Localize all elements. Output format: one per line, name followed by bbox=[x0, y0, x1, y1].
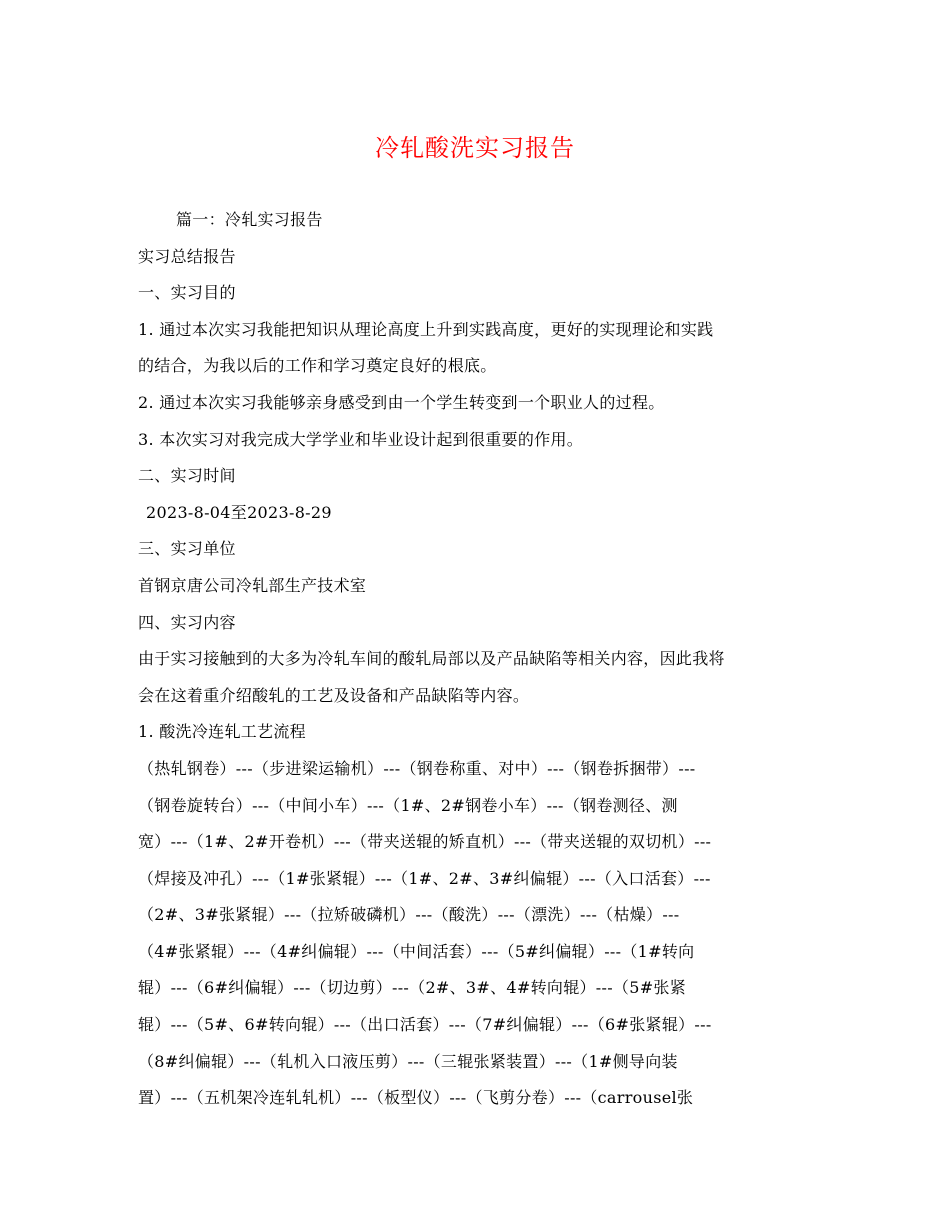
section-heading: 三、实习单位 bbox=[138, 539, 236, 559]
date-range: 2023-8-04至2023-8-29 bbox=[146, 502, 332, 522]
paragraph-line: 3. 本次实习对我完成大学学业和毕业设计起到很重要的作用。 bbox=[138, 429, 584, 449]
process-flow-line: （2#、3#张紧辊）---（拉矫破磷机）---（酸洗）---（漂洗）---（枯燥）--- bbox=[138, 905, 680, 925]
section-heading: 二、实习时间 bbox=[138, 466, 236, 486]
process-flow-line: （热轧钢卷）---（步进梁运输机）---（钢卷称重、对中）---（钢卷拆捆带）--- bbox=[138, 758, 696, 778]
section-heading: 篇一：冷轧实习报告 bbox=[176, 210, 323, 229]
process-flow-line: 辊）---（6#纠偏辊）---（切边剪）---（2#、3#、4#转向辊）---（5#张紧 bbox=[138, 978, 687, 998]
subsection-heading: 1. 酸洗冷连轧工艺流程 bbox=[138, 722, 306, 742]
document-title: 冷轧酸洗实习报告 bbox=[375, 134, 575, 162]
process-flow-line: 置）---（五机架冷连轧轧机）---（板型仪）---（飞剪分卷）---（carrousel张 bbox=[138, 1088, 694, 1108]
paragraph-line: 2. 通过本次实习我能够亲身感受到由一个学生转变到一个职业人的过程。 bbox=[138, 392, 665, 412]
section-heading: 四、实习内容 bbox=[138, 612, 236, 632]
paragraph-line: 首钢京唐公司冷轧部生产技术室 bbox=[138, 575, 367, 595]
paragraph-line: 会在这着重介绍酸轧的工艺及设备和产品缺陷等内容。 bbox=[138, 685, 530, 705]
paragraph-line: 由于实习接触到的大多为冷轧车间的酸轧局部以及产品缺陷等相关内容，因此我将 bbox=[138, 649, 725, 669]
process-flow-line: 辊）---（5#、6#转向辊）---（出口活套）---（7#纠偏辊）---（6#张紧辊）--- bbox=[138, 1015, 712, 1035]
section-heading: 一、实习目的 bbox=[138, 283, 236, 303]
process-flow-line: （焊接及冲孔）---（1#张紧辊）---（1#、2#、3#纠偏辊）---（入口活套）--- bbox=[138, 868, 711, 888]
process-flow-line: （8#纠偏辊）---（轧机入口液压剪）---（三辊张紧装置）---（1#侧导向装 bbox=[138, 1051, 678, 1071]
paragraph-line: 1. 通过本次实习我能把知识从理论高度上升到实践高度，更好的实现理论和实践 bbox=[138, 319, 714, 339]
paragraph-line: 的结合，为我以后的工作和学习奠定良好的根底。 bbox=[138, 356, 497, 376]
process-flow-line: （钢卷旋转台）---（中间小车）---（1#、2#钢卷小车）---（钢卷测径、测 bbox=[138, 795, 678, 815]
process-flow-line: （4#张紧辊）---（4#纠偏辊）---（中间活套）---（5#纠偏辊）---（1#转向 bbox=[138, 941, 695, 961]
report-heading: 实习总结报告 bbox=[138, 246, 236, 266]
process-flow-line: 宽）---（1#、2#开卷机）---（带夹送辊的矫直机）---（带夹送辊的双切机）--- bbox=[138, 832, 712, 852]
document-body bbox=[138, 202, 818, 1117]
